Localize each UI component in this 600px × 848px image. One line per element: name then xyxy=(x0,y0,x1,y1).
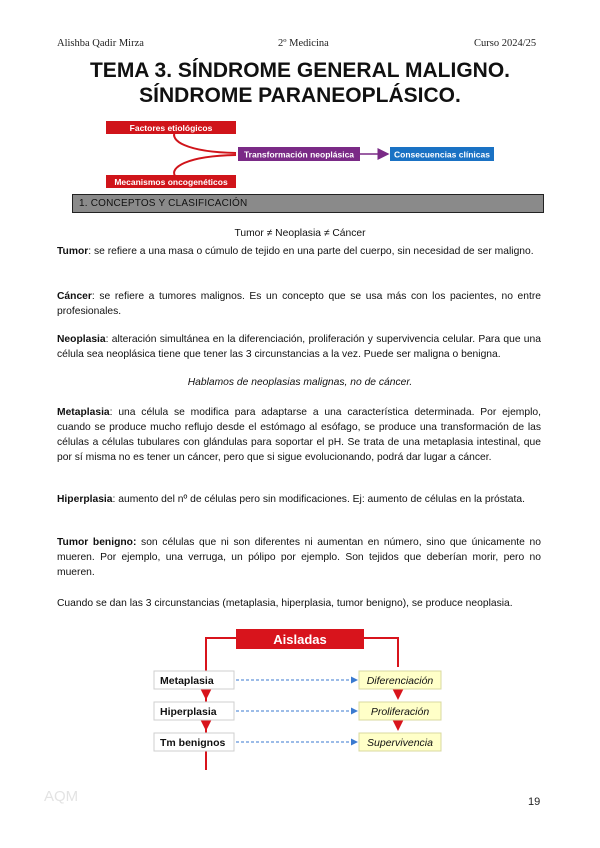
right-label-proliferacion: Proliferación xyxy=(370,706,430,718)
text-tumor-benigno: son células que ni son diferentes ni aumentan en número, sino que únicamente no mueren. Por ejemplo, una verruga, un pólipo por ejemplo. Son tejidos que deberían morir, pero no mueren. xyxy=(57,537,541,578)
term-hiperplasia: Hiperplasia xyxy=(57,494,113,505)
red-line-right xyxy=(364,638,398,667)
term-cancer: Cáncer xyxy=(57,291,92,302)
text-neoplasia: : alteración simultánea en la diferenciación, proliferación y supervivencia celular. Para que una célula sea neoplásica tiene que tener las 3 circunstancias a la vez. Puede ser maligna o benigna. xyxy=(57,334,541,360)
section-label: 1. CONCEPTOS Y CLASIFICACIÓN xyxy=(79,198,248,209)
left-label-hiperplasia: Hiperplasia xyxy=(160,706,217,718)
label-factores: Factores etiológicos xyxy=(129,123,213,133)
header-year: Curso 2024/25 xyxy=(474,38,537,49)
neoplasia-note: Hablamos de neoplasias malignas, no de cáncer. xyxy=(187,377,413,388)
text-metaplasia: : una célula se modifica para adaptarse a una característica determinada. Por ejemplo, cuando se produce mucho reflujo desde el estómago al esófago, se produce una transformación de las células a células tubulares con glándulas para soportar el pH. Se trata de una metaplasia intestinal, que por sí misma no es tener un cáncer, pero que si sigue evolucionando, podrá dar lugar a cáncer. xyxy=(57,407,541,463)
watermark: AQM xyxy=(44,788,79,805)
term-tumor-benigno: Tumor benigno: xyxy=(57,537,137,548)
right-label-supervivencia: Supervivencia xyxy=(367,737,433,749)
term-metaplasia: Metaplasia xyxy=(57,407,110,418)
title-line-1: TEMA 3. SÍNDROME GENERAL MALIGNO. xyxy=(89,59,511,82)
left-label-metaplasia: Metaplasia xyxy=(160,675,214,687)
right-label-diferenciacion: Diferenciación xyxy=(366,675,434,687)
term-neoplasia: Neoplasia xyxy=(57,334,106,345)
left-label-tm-benignos: Tm benignos xyxy=(160,737,226,749)
label-mecanismos: Mecanismos oncogenéticos xyxy=(114,177,228,187)
aisladas-label: Aisladas xyxy=(273,632,327,647)
para-conclusion: Cuando se dan las 3 circunstancias (metaplasia, hiperplasia, tumor benigno), se produce neoplasia. xyxy=(57,598,513,609)
page-number: 19 xyxy=(528,796,541,808)
label-consecuencias: Consecuencias clínicas xyxy=(394,149,490,160)
text-cancer: : se refiere a tumores malignos. Es un concepto que se usa más con los pacientes, no entre profesionales. xyxy=(57,291,541,317)
equation: Tumor ≠ Neoplasia ≠ Cáncer xyxy=(234,228,366,239)
label-transformacion: Transformación neoplásica xyxy=(243,149,355,160)
header-author: Alishba Qadir Mirza xyxy=(57,38,144,49)
title-line-2: SÍNDROME PARANEOPLÁSICO. xyxy=(139,84,461,107)
term-tumor: Tumor xyxy=(57,246,89,257)
header-course: 2º Medicina xyxy=(278,38,329,49)
text-hiperplasia: : aumento del nº de células pero sin modificaciones. Ej: aumento de células en la próstata. xyxy=(112,494,525,505)
text-tumor: : se refiere a una masa o cúmulo de tejido en una parte del cuerpo, sin necesidad de ser maligno. xyxy=(88,246,534,257)
